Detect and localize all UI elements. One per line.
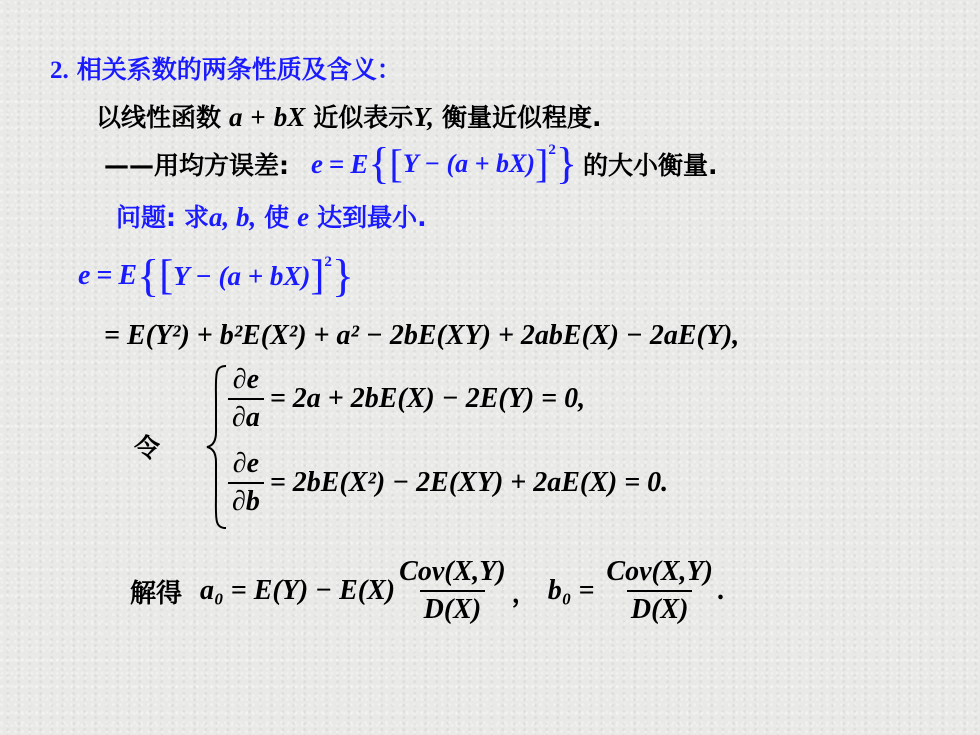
eq2-fraction (228, 448, 264, 518)
problem-label: 问题: (116, 203, 176, 232)
b0-lhs: b₀ = (547, 575, 595, 606)
problem-line (116, 198, 427, 234)
a0-denominator: D(X) (420, 590, 486, 626)
intro-expr-a: a (228, 102, 243, 132)
eq2-numerator: ∂e (232, 448, 260, 479)
intro-text-c: 衡量近似程度. (441, 103, 602, 132)
measure-inner: Y − (a + bX) (402, 149, 535, 178)
eq1-denominator: ∂a (228, 398, 264, 434)
measure-lhs: e (311, 148, 323, 179)
expansion-power: 2 (324, 254, 332, 270)
problem-text-a: 求 (183, 203, 209, 232)
right-brace: } (555, 139, 577, 188)
measure-dash-text: ——用均方误差: (104, 151, 289, 180)
intro-plus: + (250, 102, 266, 132)
intro-expr-b: bX (273, 102, 306, 132)
left-bracket: [ (389, 141, 403, 186)
eq1-numerator: ∂e (232, 364, 260, 395)
measure-line (104, 140, 717, 188)
intro-text-b: 近似表示 (313, 103, 414, 132)
expansion-right-bracket: ] (310, 253, 325, 299)
eq1-fraction (228, 364, 264, 434)
intro-line (96, 98, 601, 134)
eq1-rhs: = 2a + 2bE(X) − 2E(Y) = 0, (269, 383, 586, 414)
b0-fraction (602, 556, 717, 626)
intro-text-a: 以线性函数 (96, 103, 222, 132)
equation-2 (228, 448, 668, 518)
expansion-right-brace: } (331, 250, 355, 301)
a0-lhs: a₀ = E(Y) − E(X) (200, 575, 396, 606)
system-brace (204, 362, 230, 536)
expansion-left-brace: { (137, 250, 160, 301)
measure-eq: = (328, 148, 345, 179)
a0-fraction (395, 556, 510, 626)
expansion-lhs: e (78, 260, 91, 291)
a0-numerator: Cov(X,Y) (399, 556, 506, 587)
left-brace: { (368, 139, 390, 188)
eq2-rhs: = 2bE(X²) − 2E(XY) + 2aE(X) = 0. (269, 467, 669, 498)
solution-end: . (716, 575, 724, 606)
problem-vars: a, b, (208, 202, 257, 232)
expansion-line-1 (78, 250, 354, 302)
b0-denominator: D(X) (627, 590, 693, 626)
solution-label: 解得 (130, 578, 183, 609)
right-bracket: ] (535, 141, 549, 186)
let-label: 令 (134, 434, 161, 464)
measure-E: E (350, 148, 369, 179)
expansion-left-bracket: [ (159, 253, 174, 299)
problem-var-e: e (297, 202, 310, 232)
expansion-inner: Y − (a + bX) (173, 260, 311, 291)
section-title: 相关系数的两条性质及含义： (76, 55, 402, 84)
measure-power: 2 (548, 142, 556, 158)
solution-separator: ， (511, 578, 538, 609)
problem-text-b: 使 (264, 203, 290, 232)
expansion-eq: = (96, 260, 113, 291)
expansion-line-2: = E(Y²) + b²E(X²) + a² − 2bE(XY) + 2abE(X) − 2aE(Y), (104, 320, 740, 351)
measure-text-after: 的大小衡量. (582, 151, 718, 180)
solution-line (130, 546, 724, 636)
section-heading (50, 50, 402, 86)
problem-text-c: 达到最小. (317, 203, 427, 232)
equation-1 (228, 364, 585, 434)
left-curly-brace-icon (204, 362, 230, 532)
intro-expr-y: Y, (413, 102, 435, 132)
b0-numerator: Cov(X,Y) (606, 556, 713, 587)
expansion-E: E (118, 260, 138, 291)
section-number: 2. (50, 57, 69, 84)
eq2-denominator: ∂b (228, 482, 264, 518)
